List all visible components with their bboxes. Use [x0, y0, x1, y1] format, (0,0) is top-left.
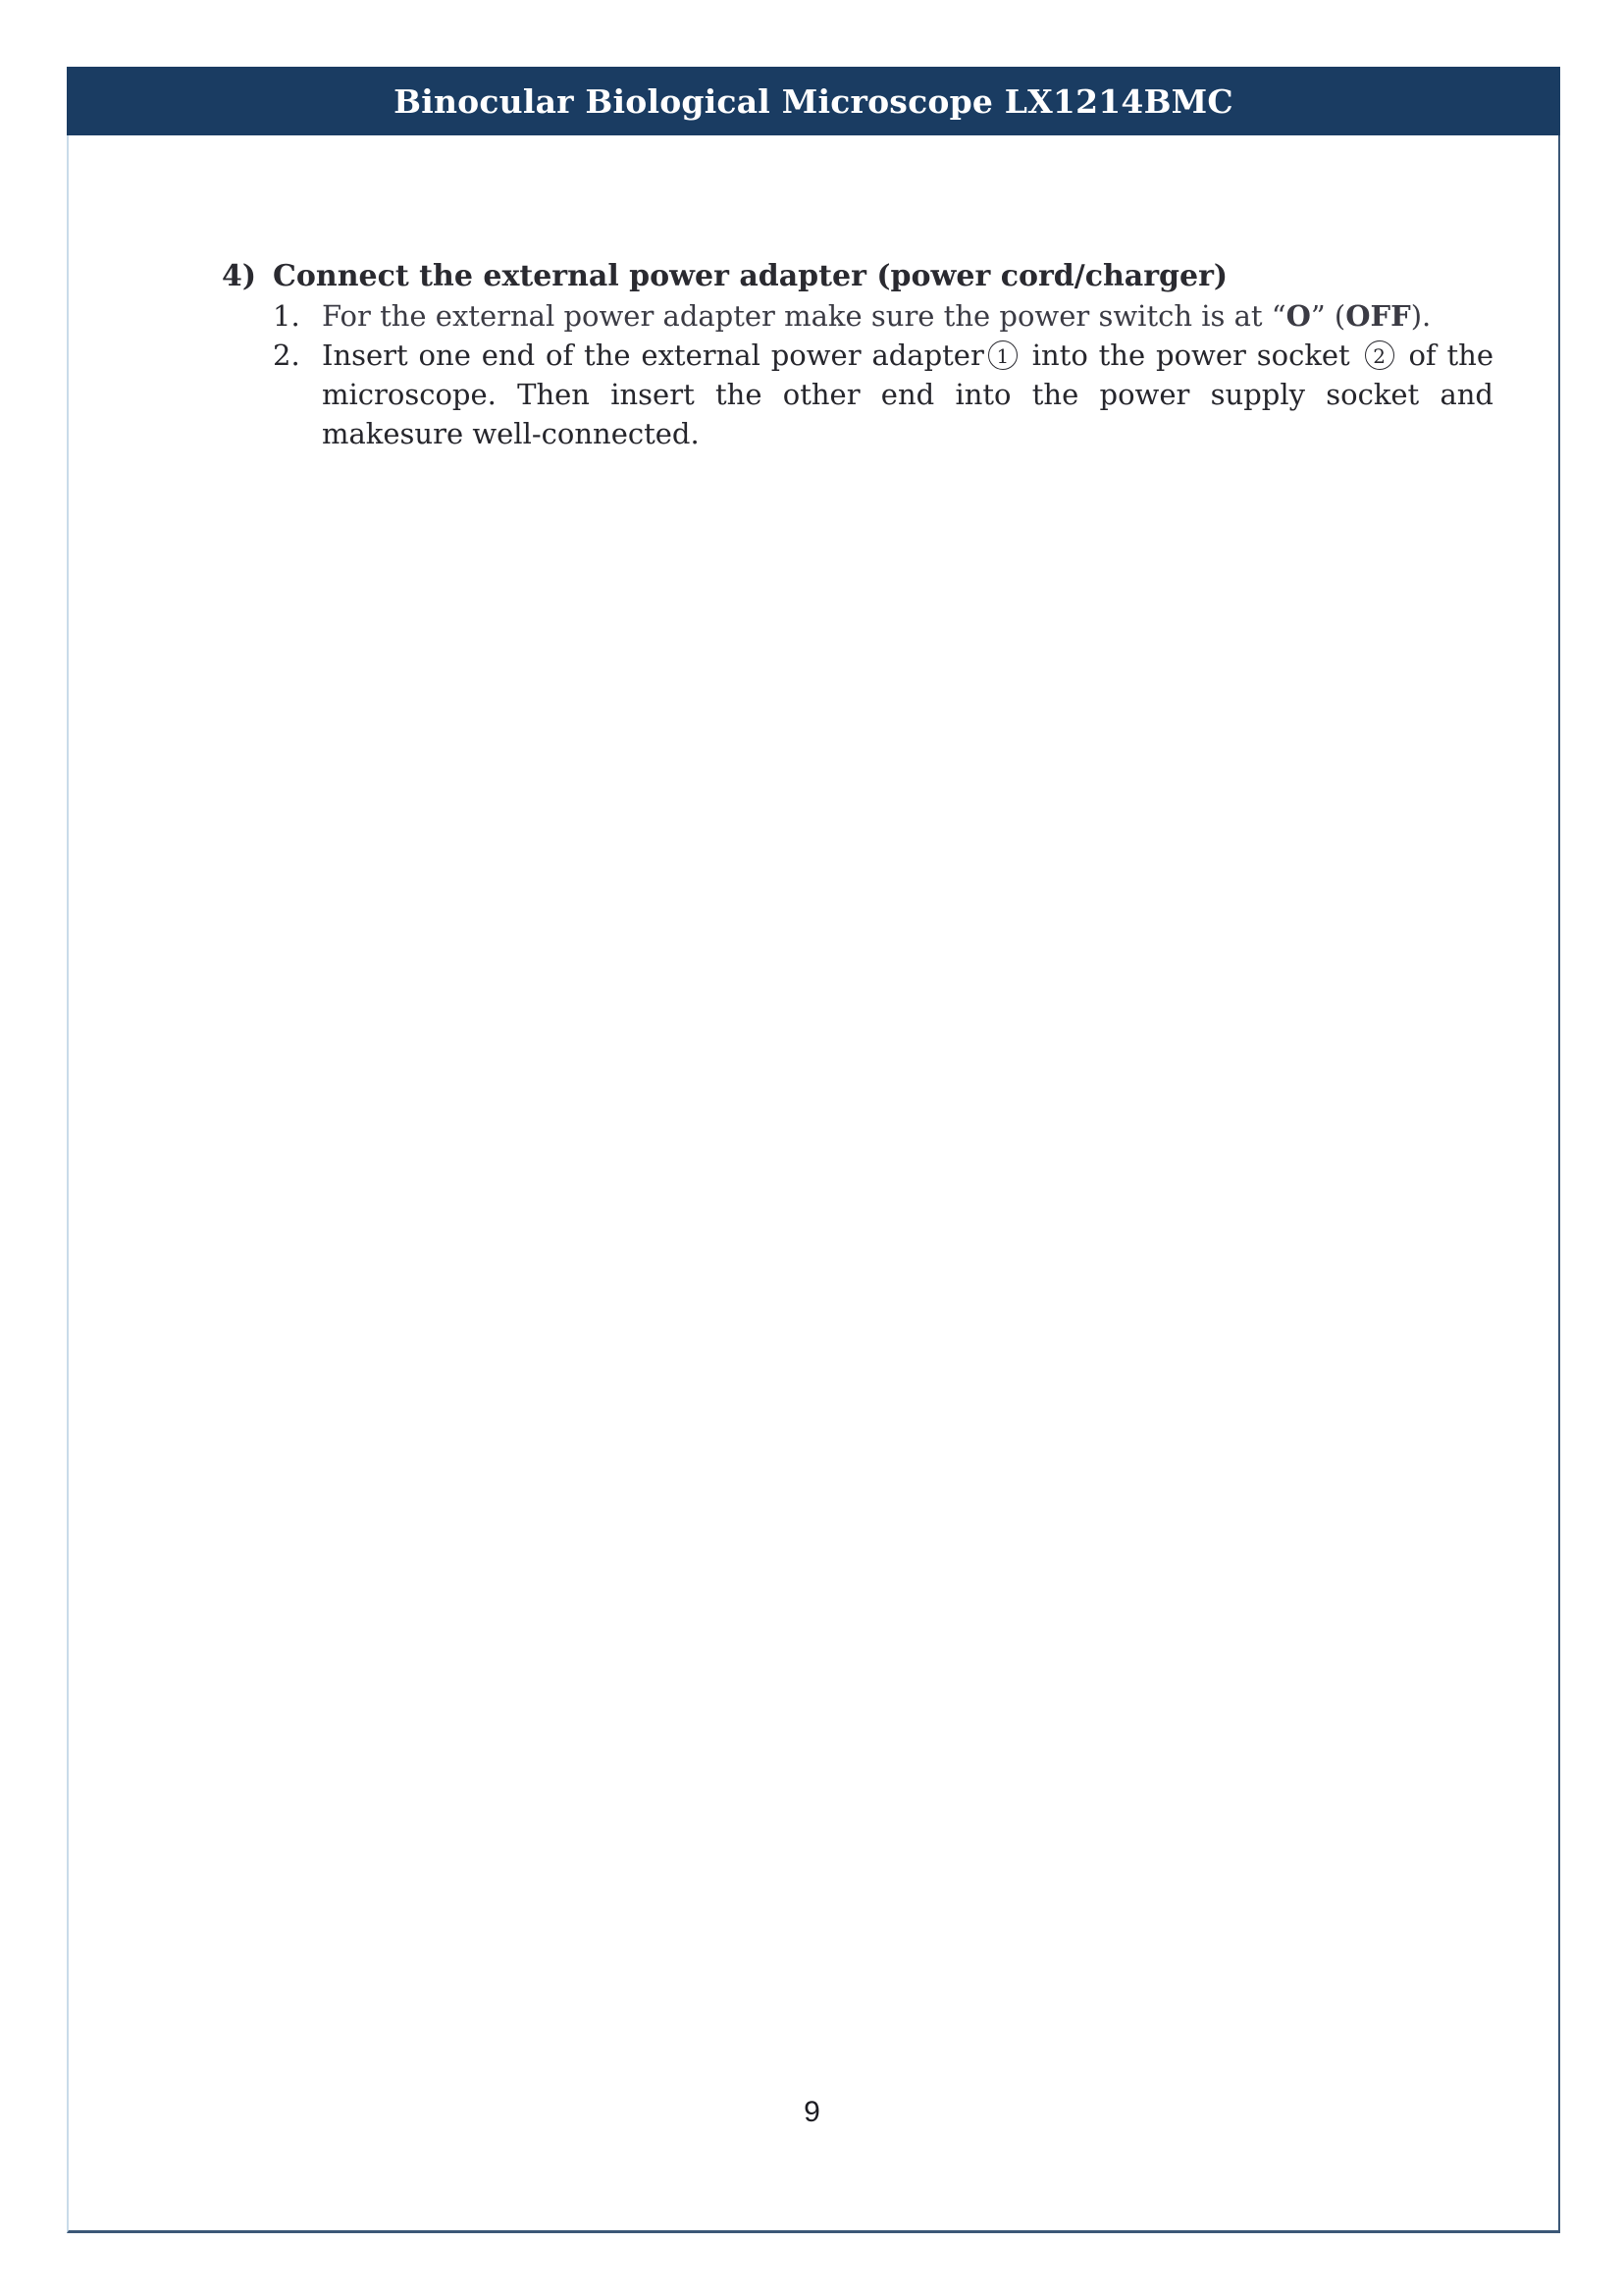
section-number: 4): [222, 259, 257, 293]
header-bar: [67, 67, 1560, 135]
list-item: [222, 296, 1493, 336]
step-text-part: Insert one end of the external power adapter: [322, 339, 984, 372]
step-number: 1.: [273, 299, 300, 333]
section-heading: [222, 257, 1493, 296]
section-heading-text: Connect the external power adapter (power cord/charger): [273, 259, 1229, 293]
step-text: [322, 296, 1493, 336]
list-item: [222, 336, 1493, 453]
step-text-part: For the external power adapter make sure the power switch is at “: [322, 299, 1286, 333]
switch-off-label: OFF: [1345, 299, 1411, 333]
step-text: [322, 336, 1493, 453]
step-text-part: into the power socket: [1021, 339, 1361, 372]
switch-position-off-symbol: O: [1285, 299, 1311, 333]
circled-number-marker: 1: [988, 340, 1018, 370]
step-text-part: ).: [1410, 299, 1432, 333]
steps-list: [222, 296, 1493, 453]
step-number: 2.: [273, 339, 300, 372]
circled-number-marker: 2: [1365, 340, 1394, 370]
page-number: 9: [804, 2096, 820, 2128]
step-text-part: ” (: [1310, 299, 1346, 333]
document-title: Binocular Biological Microscope LX1214BMC: [393, 81, 1233, 121]
step-text-part: of the microscope. Then insert the other end into the power supply socket and makesure well-connected.: [322, 339, 1493, 450]
main-content: [222, 257, 1493, 453]
